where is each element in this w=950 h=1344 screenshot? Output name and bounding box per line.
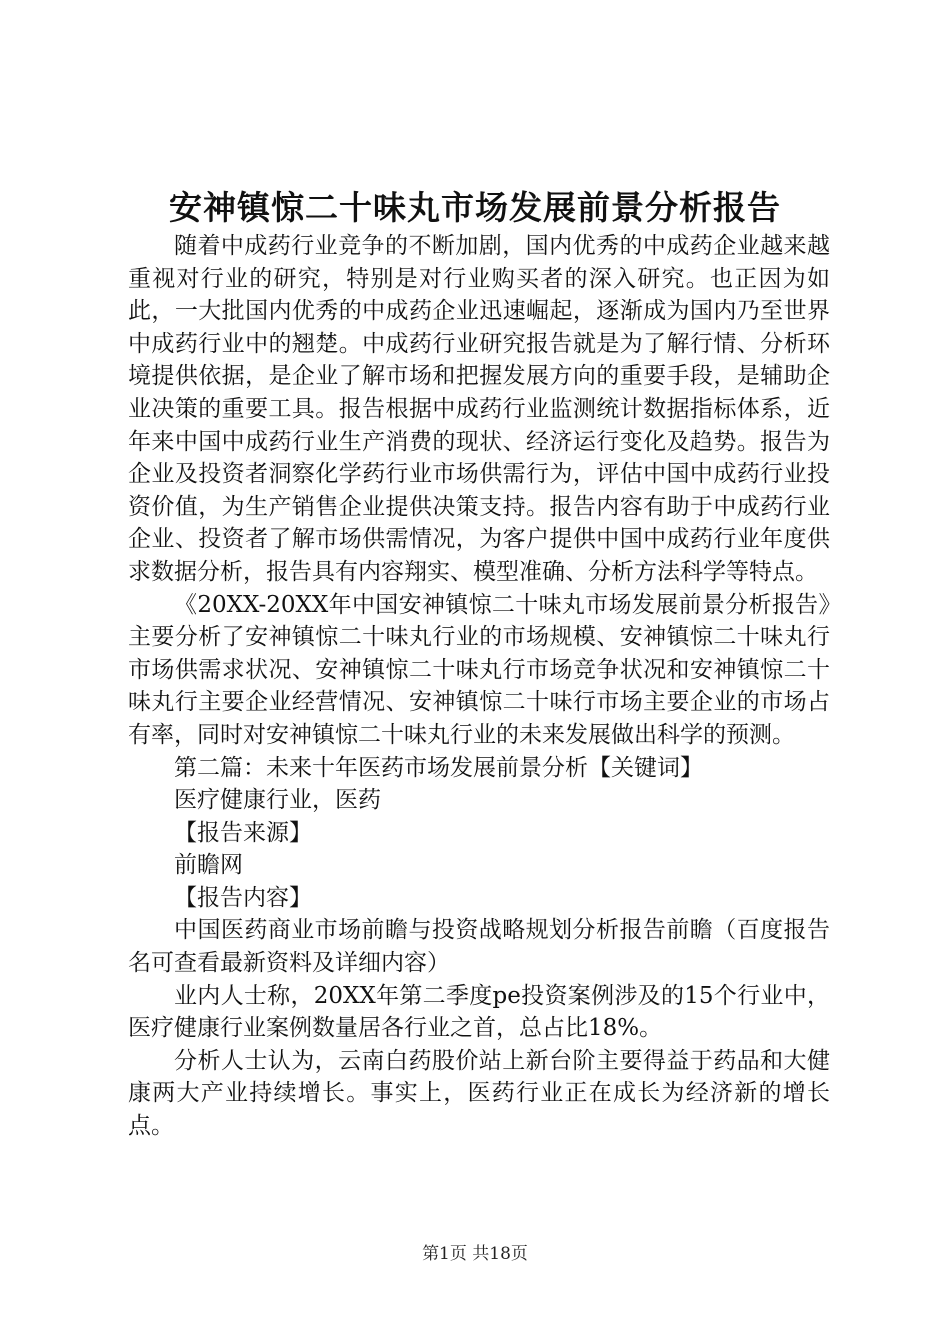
document-title: 安神镇惊二十味丸市场发展前景分析报告	[169, 188, 781, 227]
paragraph-source-heading: 【报告来源】	[174, 819, 312, 846]
paragraph-content-heading: 【报告内容】	[174, 884, 312, 911]
paragraph-source: 前瞻网	[174, 852, 243, 879]
paragraph-second-article-keywords: 第二篇：未来十年医药市场发展前景分析【关键词】	[174, 754, 703, 781]
paragraph-pe-investment: 业内人士称，20XX年第二季度pe投资案例涉及的15个行业中，医疗健康行业案例数量居各行业之首，总占比18%。	[128, 982, 830, 1042]
paragraph-report-summary: 《20XX-20XX年中国安神镇惊二十味丸市场发展前景分析报告》主要分析了安神镇惊二十味丸行业的市场规模、安神镇惊二十味丸行市场供需求状况、安神镇惊二十味丸行市场竞争状况和安神镇惊二十味丸行主要企业经营情况、安神镇惊二十味行市场主要企业的市场占有率，同时对安神镇惊二十味丸行业的未来发展做出科学的预测。	[128, 591, 830, 748]
page-number-footer: 第1页 共18页	[422, 1244, 528, 1264]
paragraph-analysis: 分析人士认为，云南白药股价站上新台阶主要得益于药品和大健康两大产业持续增长。事实上，医药行业正在成长为经济新的增长点。	[128, 1047, 830, 1140]
paragraph-intro: 随着中成药行业竞争的不断加剧，国内优秀的中成药企业越来越重视对行业的研究，特别是对行业购买者的深入研究。也正因为如此，一大批国内优秀的中成药企业迅速崛起，逐渐成为国内乃至世界中成药行业中的翘楚。中成药行业研究报告就是为了解行情、分析环境提供依据，是企业了解市场和把握发展方向的重要手段，是辅助企业决策的重要工具。报告根据中成药行业监测统计数据指标体系，近年来中国中成药行业生产消费的现状、经济运行变化及趋势。报告为企业及投资者洞察化学药行业市场供需行为，评估中国中成药行业投资价值，为生产销售企业提供决策支持。报告内容有助于中成药行业企业、投资者了解市场供需情况，为客户提供中国中成药行业年度供求数据分析，报告具有内容翔实、模型准确、分析方法科学等特点。	[128, 233, 830, 585]
paragraph-report-name: 中国医药商业市场前瞻与投资战略规划分析报告前瞻（百度报告名可查看最新资料及详细内容）	[128, 917, 830, 977]
paragraph-keywords: 医疗健康行业，医药	[174, 787, 381, 814]
document-body	[128, 230, 830, 1143]
